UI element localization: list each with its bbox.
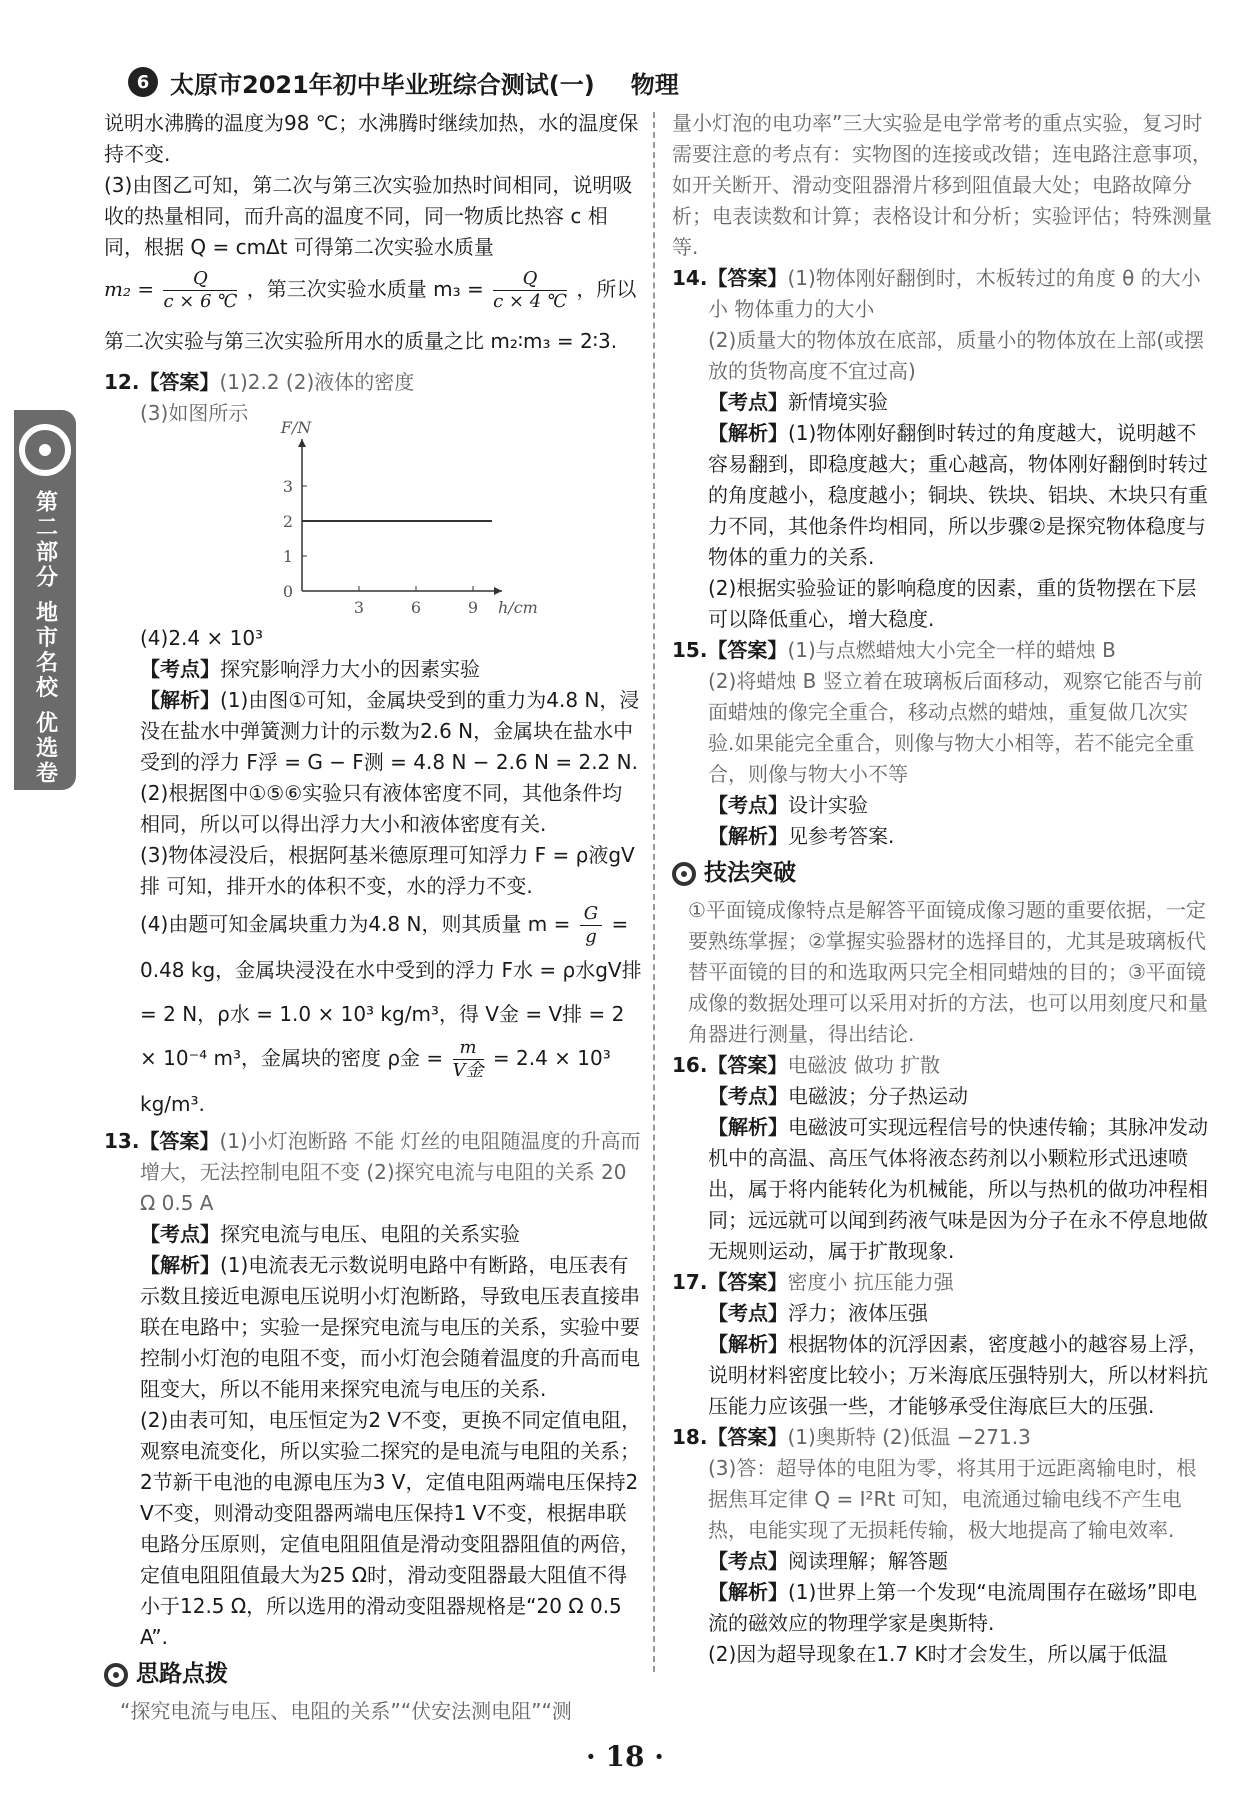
q12-kd-label: 【考点】: [140, 657, 220, 681]
left-column: [104, 108, 642, 1727]
q15-label: 15.【答案】: [672, 638, 788, 662]
q12-block: [104, 367, 642, 1126]
chart-svg: [270, 418, 538, 621]
q16-block: [672, 1050, 1212, 1267]
q12-jx3: (3)物体浸没后，根据阿基米德原理可知浮力 F = ρ液gV排 可知，排开水的体积不变，水的浮力不变.: [140, 843, 635, 898]
x-axis-label: h/cm: [498, 598, 538, 617]
q14-jx2: (2)根据实验验证的影响稳度的因素，重的货物摆在下层可以降低重心，增大稳度.: [708, 576, 1197, 631]
q12-answer: (1)2.2 (2)液体的密度: [219, 370, 415, 394]
q15-answer: (1)与点燃蜡烛大小完全一样的蜡烛 B: [787, 638, 1116, 662]
x-tick-label: 9: [467, 598, 479, 617]
q14-label: 14.【答案】: [672, 266, 788, 290]
q18-jx-label: 【解析】: [708, 1580, 788, 1604]
x-tick-label: 3: [353, 598, 365, 617]
q14-jx1: (1)物体刚好翻倒时转过的角度越大，说明越不容易翻到，即稳度越大；重心越高，物体刚好翻倒时转过的角度越小，稳度越小；铜块、铁块、铝块、木块只有重力不同，其他条件均相同，所以步骤②是探究物体稳度与物体的重力的关系.: [708, 421, 1208, 569]
q17-jx-label: 【解析】: [708, 1332, 788, 1356]
q11-formula-line: m₂ = $\frac{Q}{c \times 6 ℃}$ ，第三次实验水质量 m₃ = $\frac{Q}{c \times 4 ℃}$ ，所以第二次实验与第三次实验所用水的质量之比 m₂∶m₃ = 2∶3.: [104, 268, 637, 353]
q15-block: [672, 635, 1212, 852]
fraction-m2: $\frac{Q}{c \times 6 ℃}$: [163, 268, 238, 312]
page-number: · 18 ·: [586, 1740, 664, 1773]
q13-kd: 探究电流与电压、电阻的关系实验: [220, 1222, 520, 1246]
q16-kd: 电磁波；分子热运动: [788, 1084, 968, 1108]
section-thinking-tips: 思路点拨: [104, 1659, 642, 1690]
target-icon: [19, 424, 71, 476]
q14-block: [672, 263, 1212, 635]
target-icon: [104, 1663, 128, 1687]
q13-answer: (1)小灯泡断路 不能 灯丝的电阻随温度的升高而增大，无法控制电阻不变 (2)探究电流与电阻的关系 20 Ω 0.5 A: [140, 1129, 641, 1215]
technique-text: ①平面镜成像特点是解答平面镜成像习题的重要依据，一定要熟练掌握；②掌握实验器材的选择目的，尤其是玻璃板代替平面镜的目的和选取两只完全相同蜡烛的目的；③平面镜成像的数据处理可以采用对折的方法，也可以用刻度尺和量角器进行测量，得出结论.: [688, 898, 1208, 1046]
q13-label: 13.【答案】: [104, 1129, 220, 1153]
y-axis-label: F/N: [280, 418, 312, 437]
series-logo-icon: 6: [128, 67, 158, 97]
q18-label: 18.【答案】: [672, 1425, 788, 1449]
q15-kd-label: 【考点】: [708, 793, 788, 817]
q11-continuation: 说明水沸腾的温度为98 ℃；水沸腾时继续加热，水的温度保持不变.: [104, 111, 639, 166]
q14-jx-label: 【解析】: [708, 421, 788, 445]
thinking-tips-text: “探究电流与电压、电阻的关系”“伏安法测电阻”“测: [120, 1699, 572, 1723]
q17-label: 17.【答案】: [672, 1270, 788, 1294]
side-tab-text: 第二部分 地市名校 优选卷: [32, 490, 58, 787]
q15-jx: 见参考答案.: [788, 824, 895, 848]
q17-kd: 浮力；液体压强: [788, 1301, 928, 1325]
y-tick-label: 3: [282, 477, 294, 496]
fraction-mass: $\frac{G}{g}$: [580, 903, 602, 948]
q15-kd: 设计实验: [788, 793, 868, 817]
q16-label: 16.【答案】: [672, 1053, 788, 1077]
q17-jx: 根据物体的沉浮因素，密度越小的越容易上浮，说明材料密度比较小；万米海底压强特别大，所以材料抗压能力应该强一些，才能够承受住海底巨大的压强.: [708, 1332, 1208, 1418]
y-tick-label: 2: [282, 512, 294, 531]
y-axis-arrow: [298, 439, 306, 447]
q11-part3: (3)由图乙可知，第二次与第三次实验加热时间相同，说明吸收的热量相同，而升高的温度不同，同一物质比热容 c 相同，根据 Q = cmΔt 可得第二次实验水质量: [104, 173, 633, 259]
q13-block: [104, 1126, 642, 1653]
y-tick-label: 0: [282, 582, 294, 601]
exam-title: 太原市2021年初中毕业班综合测试(一): [170, 70, 595, 99]
q15-answer2: (2)将蜡烛 B 竖立着在玻璃板后面移动，观察它能否与前面蜡烛的像完全重合，移动点燃的蜡烛，重复做几次实验.如果能完全重合，则像与物大小相等，若不能完全重合，则像与物大小不等: [708, 669, 1203, 786]
column-divider: [653, 112, 655, 1672]
q15-jx-label: 【解析】: [708, 824, 788, 848]
q18-jx2: (2)因为超导现象在1.7 K时才会发生，所以属于低温: [708, 1642, 1168, 1666]
y-tick-label: 1: [282, 547, 294, 566]
q16-answer: 电磁波 做功 扩散: [787, 1053, 941, 1077]
q12-part3: (3)如图所示: [140, 401, 249, 425]
force-depth-graph: [140, 418, 642, 623]
section-technique: 技法突破: [672, 858, 1212, 889]
x-axis-arrow: [494, 587, 502, 595]
q12-jx4: (4)由题可知金属块重力为4.8 N，则其质量 m = $\frac{G}{g}$ = 0.48 kg，金属块浸没在水中受到的浮力 F水 = ρ水gV排 = 2 N，ρ水 = 1.0 × 10³ kg/m³，得 V金 = V排 = 2 × 10⁻⁴ m³，金属块的密度 ρ金 = $\frac{m}{\text{V金}}$ = 2.4 × 10³ kg/m³.: [140, 903, 642, 1116]
q12-label: 12.【答案】: [104, 370, 220, 394]
q12-jx-label: 【解析】: [140, 688, 220, 712]
q18-answer: (1)奥斯特 (2)低温 −271.3: [787, 1425, 1031, 1449]
q17-kd-label: 【考点】: [708, 1301, 788, 1325]
q13-jx-label: 【解析】: [140, 1253, 220, 1277]
fraction-density: $\frac{m}{\text{V金}}$: [452, 1037, 484, 1081]
q13-jx2: (2)由表可知，电压恒定为2 V不变，更换不同定值电阻，观察电流变化，所以实验二探究的是电流与电阻的关系；2节新干电池的电源电压为3 V，定值电阻两端电压保持2 V不变，则滑动变阻器两端电压保持1 V不变，根据串联电路分压原则，定值电阻阻值是滑动变阻器阻值的两倍，定值电阻阻值最大为25 Ω时，滑动变阻器最大阻值不得小于12.5 Ω，所以选用的滑动变阻器规格是“20 Ω 0.5 A”.: [140, 1408, 642, 1649]
q12-part4: (4)2.4 × 10³: [140, 626, 264, 650]
q18-block: [672, 1422, 1212, 1670]
q17-answer: 密度小 抗压能力强: [787, 1270, 954, 1294]
q18-kd: 阅读理解；解答题: [788, 1549, 948, 1573]
target-icon: [672, 862, 696, 886]
q13-jx1: (1)电流表无示数说明电路中有断路，电压表有示数且接近电源电压说明小灯泡断路，导致电压表直接串联在电路中；实验一是探究电流与电压的关系，实验中要控制小灯泡的电阻不变，而小灯泡会随着温度的升高而电阻变大，所以不能用来探究电流与电压的关系.: [140, 1253, 640, 1401]
q16-jx-label: 【解析】: [708, 1115, 788, 1139]
q12-kd: 探究影响浮力大小的因素实验: [220, 657, 480, 681]
q12-jx1: (1)由图①可知，金属块受到的重力为4.8 N，浸没在盐水中弹簧测力计的示数为2.6 N，金属块在盐水中受到的浮力 F浮 = G − F测 = 4.8 N − 2.6 N = 2.2 N.: [140, 688, 640, 774]
tips-continuation: 量小灯泡的电功率”三大实验是电学常考的重点实验，复习时需要注意的考点有：实物图的连接或改错；连电路注意事项，如开关断开、滑动变阻器滑片移到阻值最大处；电路故障分析；电表读数和计算；表格设计和分析；实验评估；特殊测量等.: [672, 111, 1212, 259]
subject-label: 物理: [630, 70, 679, 99]
right-column: [672, 108, 1212, 1670]
q16-jx: 电磁波可实现远程信号的快速传输；其脉冲发动机中的高温、高压气体将液态药剂以小颗粒形式迅速喷出，属于将内能转化为机械能，所以与热机的做功冲程相同；远远就可以闻到药液气味是因为分子在永不停息地做无规则运动，属于扩散现象.: [708, 1115, 1208, 1263]
q18-answer2: (3)答：超导体的电阻为零，将其用于远距离输电时，根据焦耳定律 Q = I²Rt 可知，电流通过输电线不产生电热，电能实现了无损耗传输，极大地提高了输电效率.: [708, 1456, 1197, 1542]
q17-block: [672, 1267, 1212, 1422]
x-tick-label: 6: [410, 598, 422, 617]
q18-jx1: (1)世界上第一个发现“电流周围存在磁场”即电流的磁效应的物理学家是奥斯特.: [708, 1580, 1198, 1635]
q14-answer: (1)物体刚好翻倒时，木板转过的角度 θ 的大小 小 物体重力的大小: [708, 266, 1201, 321]
q14-kd-label: 【考点】: [708, 390, 788, 414]
q12-jx2: (2)根据图中①⑤⑥实验只有液体密度不同，其他条件均相同，所以可以得出浮力大小和液体密度有关.: [140, 781, 623, 836]
q13-kd-label: 【考点】: [140, 1222, 220, 1246]
q16-kd-label: 【考点】: [708, 1084, 788, 1108]
page-header: [128, 62, 1128, 102]
q18-kd-label: 【考点】: [708, 1549, 788, 1573]
q14-answer2: (2)质量大的物体放在底部，质量小的物体放在上部(或摆放的货物高度不宜过高): [708, 328, 1205, 383]
fraction-m3: $\frac{Q}{c \times 4 ℃}$: [493, 268, 568, 312]
side-tab: [14, 410, 76, 790]
q14-kd: 新情境实验: [788, 390, 888, 414]
